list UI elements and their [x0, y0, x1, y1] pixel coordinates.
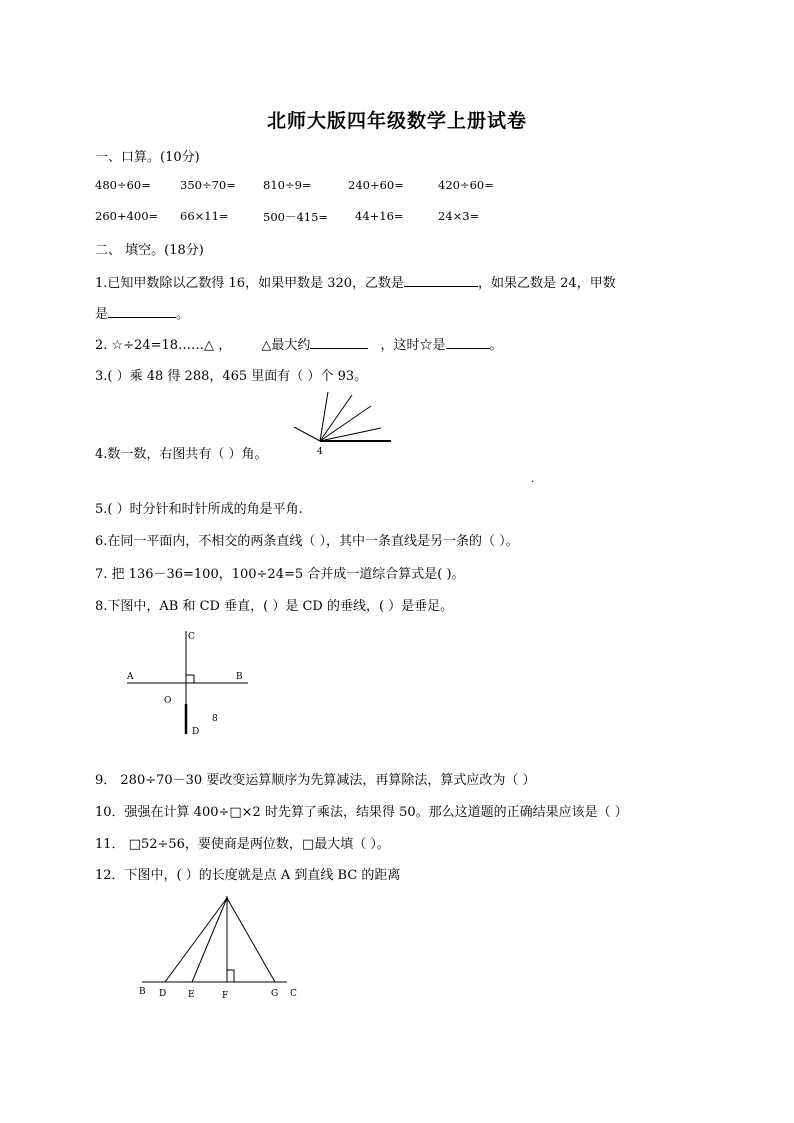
- right-angle-mark: [227, 970, 234, 982]
- question-10: 10．强强在计算 400÷□×2 时先算了乘法，结果得 50。那么这道题的正确结果应该是（ ）: [95, 805, 628, 820]
- stray-dot: .: [531, 472, 535, 485]
- q1-text-c: 是: [95, 307, 109, 322]
- side-ad: [165, 898, 227, 982]
- section2-heading: 二、 填空。(18分): [95, 243, 204, 258]
- right-angle-mark: [186, 675, 194, 683]
- oral-item: 44+16=: [355, 209, 404, 223]
- label-g: G: [271, 989, 279, 999]
- q2-text-d: 。: [489, 338, 503, 353]
- q1-text-d: 。: [176, 307, 190, 322]
- question-12: 12．下图中，( ）的长度就是点 A 到直线 BC 的距离: [95, 868, 401, 883]
- oral-item: 240+60=: [348, 178, 404, 192]
- oral-item: 350÷70=: [180, 178, 236, 192]
- figure-label: 4: [317, 447, 323, 457]
- question-9: 9． 280÷70－30 要改变运算顺序为先算减法，再算除法，算式应改为（ ）: [95, 773, 536, 788]
- question-4: 4.数一数，右图共有（ ）角。: [95, 447, 268, 462]
- label-8: 8: [212, 714, 218, 724]
- oral-item: 420÷60=: [438, 178, 494, 192]
- question-5: 5.( ）时分针和时针所成的角是平角.: [95, 502, 303, 517]
- side-ag: [227, 898, 275, 982]
- label-o: O: [164, 696, 172, 706]
- question-1: [95, 272, 616, 291]
- label-a: A: [224, 895, 230, 904]
- label-d: D: [159, 989, 167, 999]
- label-a: A: [127, 672, 134, 682]
- label-c: C: [290, 989, 297, 999]
- label-f: F: [222, 991, 229, 1001]
- q1-text-b: ，如果乙数是 24，甲数: [478, 276, 616, 291]
- label-b: B: [236, 672, 243, 682]
- label-b: B: [139, 987, 146, 997]
- question-7: 7. 把 136－36=100，100÷24=5 合并成一道综合算式是( )。: [95, 567, 465, 582]
- label-e: E: [188, 990, 195, 1000]
- answer-blank[interactable]: [446, 336, 490, 349]
- oral-item: 260+400=: [95, 209, 159, 223]
- page-title: 北师大版四年级数学上册试卷: [266, 110, 527, 132]
- triangle-figure: [130, 890, 310, 1005]
- angle-rays-figure: [285, 388, 400, 488]
- oral-item: 24×3=: [438, 209, 480, 223]
- question-11: 11． □52÷56，要使商是两位数，□最大填（ ）。: [95, 837, 390, 852]
- oral-item: 66×11=: [180, 209, 229, 223]
- label-c: C: [188, 632, 195, 642]
- oral-item: 500－415=: [263, 210, 329, 224]
- rays: [294, 392, 391, 441]
- ray: [320, 395, 352, 441]
- side-ae: [192, 898, 227, 982]
- oral-item: 480÷60=: [95, 178, 151, 192]
- question-6: 6.在同一平面内，不相交的两条直线（ ），其中一条直线是另一条的（ ）。: [95, 534, 519, 549]
- q2-text-b: △最大约: [261, 338, 311, 353]
- answer-blank[interactable]: [310, 336, 368, 349]
- perpendicular-figure: [120, 626, 260, 742]
- ray: [320, 392, 328, 441]
- answer-blank[interactable]: [108, 305, 176, 318]
- q2-text-c: ，这时☆是: [380, 338, 446, 353]
- question-8: 8.下图中，AB 和 CD 垂直，( ）是 CD 的垂线，( ）是垂足。: [95, 599, 454, 614]
- question-3: 3.( ）乘 48 得 288，465 里面有（ ）个 93。: [95, 369, 368, 384]
- label-d: D: [192, 727, 200, 737]
- question-1-cont: [95, 303, 189, 322]
- oral-item: 810÷9=: [263, 178, 312, 192]
- ray: [294, 427, 320, 441]
- section1-heading: 一、口算。(10分): [95, 150, 200, 165]
- answer-blank[interactable]: [404, 274, 478, 287]
- question-2: [95, 334, 503, 353]
- q1-text-a: 1.已知甲数除以乙数得 16，如果甲数是 320，乙数是: [95, 276, 405, 291]
- q2-text-a: 2. ☆÷24=18……△ ，: [95, 338, 232, 353]
